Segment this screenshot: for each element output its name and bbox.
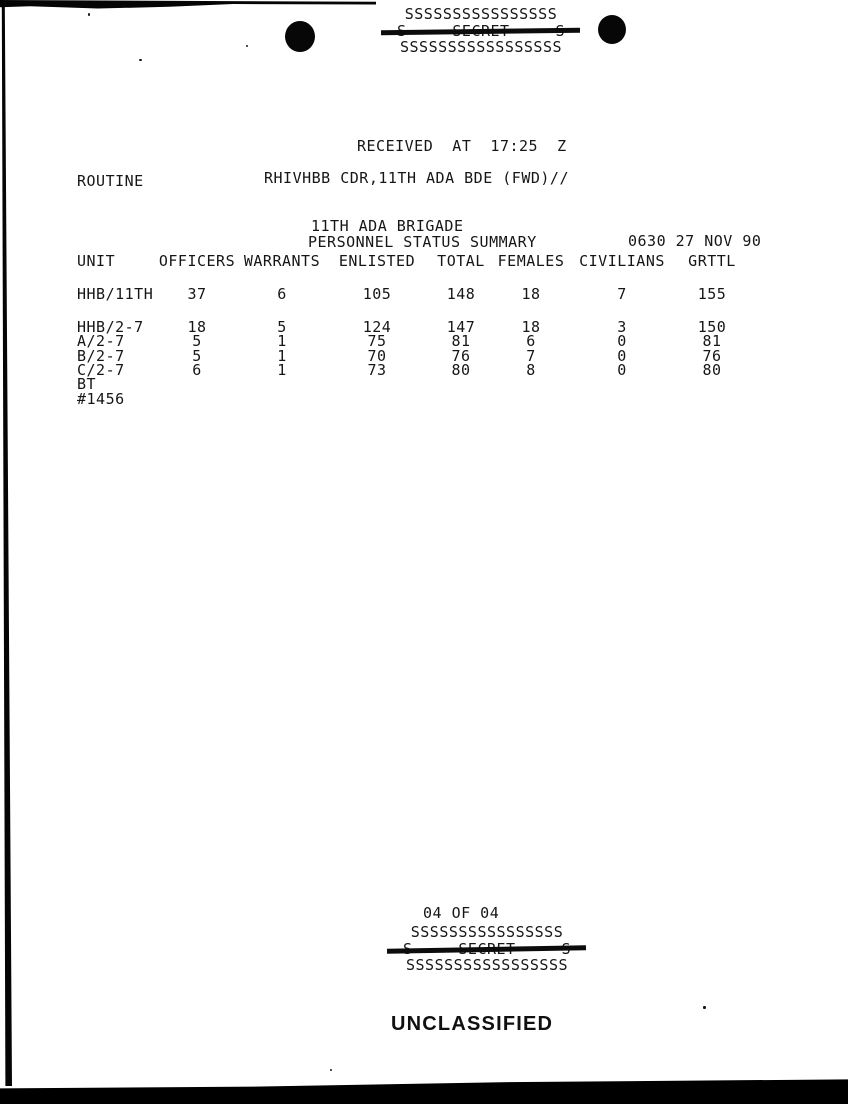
civilians-cell: 3 xyxy=(617,317,627,336)
scan-speck xyxy=(246,45,248,47)
unclassified-stamp: UNCLASSIFIED xyxy=(391,1013,554,1035)
date-time-group: 0630 27 NOV 90 xyxy=(628,232,762,250)
warrants-cell: 6 xyxy=(277,285,287,304)
total-cell: 80 xyxy=(451,361,471,380)
column-header-officers: OFFICERS xyxy=(158,252,236,270)
civilians-cell: 0 xyxy=(617,332,627,351)
civilians-cell: 0 xyxy=(617,361,627,380)
enlisted-cell: 75 xyxy=(367,332,387,351)
scan-speck xyxy=(330,1069,332,1071)
unit-cell: HHB/11TH xyxy=(77,285,154,304)
warrants-cell: 5 xyxy=(277,317,287,336)
enlisted-cell: 73 xyxy=(367,361,387,380)
females-cell: 7 xyxy=(526,346,536,365)
females-cell: 6 xyxy=(526,332,536,351)
report-title: 11TH ADA BRIGADE xyxy=(311,217,464,235)
officers-cell: 6 xyxy=(192,361,202,380)
total-cell: 76 xyxy=(451,346,471,365)
females-cell: 18 xyxy=(521,285,541,304)
unit-cell: C/2-7 xyxy=(77,361,125,380)
column-header-unit: UNIT xyxy=(77,252,116,270)
civilians-cell: 0 xyxy=(617,346,627,365)
column-header-total: TOTAL xyxy=(437,252,485,270)
grttl-cell: 80 xyxy=(702,361,722,380)
officers-cell: 5 xyxy=(192,346,202,365)
message-number: #1456 xyxy=(77,390,125,408)
enlisted-cell: 124 xyxy=(362,317,392,336)
scan-edge-bottom xyxy=(0,1076,848,1104)
classification-s-row: SSSSSSSSSSSSSSSSS xyxy=(405,956,569,974)
females-cell: 18 xyxy=(521,317,541,336)
total-cell: 81 xyxy=(451,332,471,351)
classification-secret-line xyxy=(403,941,571,958)
column-header-warrants: WARRANTS xyxy=(243,252,321,270)
classification-banner-bottom xyxy=(398,924,576,974)
scan-speck xyxy=(139,59,142,61)
classification-s-row: SSSSSSSSSSSSSSSS xyxy=(404,5,558,23)
received-timestamp-line: RECEIVED AT 17:25 Z xyxy=(357,137,567,155)
officers-cell: 5 xyxy=(192,332,202,351)
strikethrough-line xyxy=(387,945,586,953)
classification-secret-line xyxy=(397,23,565,40)
grttl-cell: 81 xyxy=(702,332,722,351)
personnel-status-table xyxy=(77,252,749,380)
grttl-cell: 76 xyxy=(702,346,722,365)
table-row xyxy=(77,361,749,380)
precedence-label: ROUTINE xyxy=(77,172,144,190)
column-header-enlisted: ENLISTED xyxy=(338,252,416,270)
unit-cell: A/2-7 xyxy=(77,332,125,351)
page-number: 04 OF 04 xyxy=(423,904,500,922)
classification-banner-top xyxy=(392,6,570,56)
total-cell: 148 xyxy=(446,285,476,304)
hole-punch-mark-left xyxy=(285,21,315,52)
column-header-grttl: GRTTL xyxy=(688,252,736,270)
scan-edge-left xyxy=(0,4,12,1086)
table-header-row xyxy=(77,254,749,268)
end-of-message-marker: BT xyxy=(77,375,97,393)
unit-cell: HHB/2-7 xyxy=(77,317,144,336)
officers-cell: 37 xyxy=(187,285,207,304)
table-row xyxy=(77,346,749,365)
column-header-civilians: CIVILIANS xyxy=(579,252,665,270)
grttl-cell: 150 xyxy=(697,317,727,336)
table-row xyxy=(77,332,749,351)
civilians-cell: 7 xyxy=(617,285,627,304)
enlisted-cell: 70 xyxy=(367,346,387,365)
classification-s-row: SSSSSSSSSSSSSSSSS xyxy=(399,38,563,56)
column-header-females: FEMALES xyxy=(497,252,565,270)
scan-edge-top xyxy=(0,0,376,9)
officers-cell: 18 xyxy=(187,317,207,336)
table-row xyxy=(77,285,749,304)
unit-cell: B/2-7 xyxy=(77,346,125,365)
warrants-cell: 1 xyxy=(277,361,287,380)
scan-speck xyxy=(703,1006,706,1009)
total-cell: 147 xyxy=(446,317,476,336)
warrants-cell: 1 xyxy=(277,332,287,351)
warrants-cell: 1 xyxy=(277,346,287,365)
grttl-cell: 155 xyxy=(697,285,727,304)
report-subtitle: PERSONNEL STATUS SUMMARY xyxy=(308,233,537,251)
females-cell: 8 xyxy=(526,361,536,380)
classification-s-row: SSSSSSSSSSSSSSSS xyxy=(410,923,564,941)
enlisted-cell: 105 xyxy=(362,285,392,304)
table-row xyxy=(77,317,749,336)
scan-speck xyxy=(88,13,90,16)
strikethrough-line xyxy=(381,27,580,34)
hole-punch-mark-right xyxy=(598,15,626,44)
address-line: RHIVHBB CDR,11TH ADA BDE (FWD)// xyxy=(264,169,569,187)
